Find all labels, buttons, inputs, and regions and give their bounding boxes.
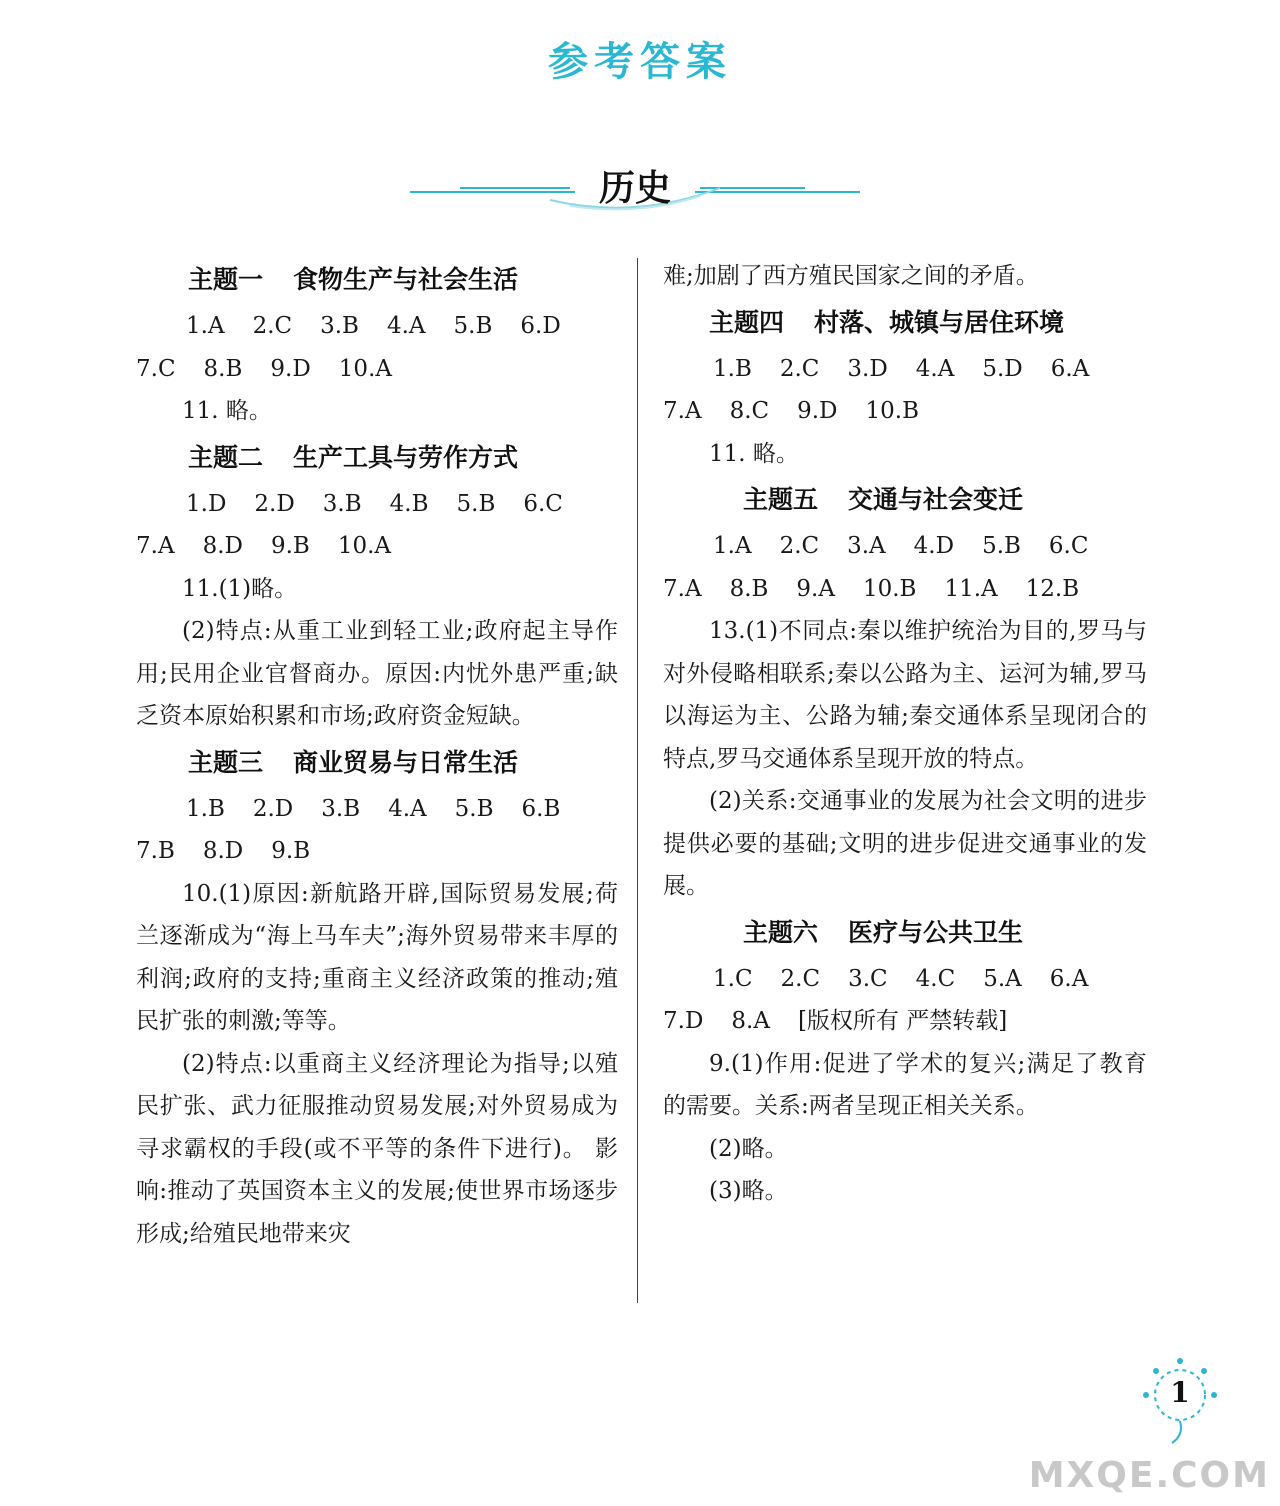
answer-list: 1.D 2.D 3.B 4.B 5.B 6.C: [186, 490, 563, 517]
column-divider: [637, 258, 638, 1303]
answer-paragraph: (2)关系:交通事业的发展为社会文明的进步提供必要的基础;文明的进步促进交通事业的发展。: [663, 788, 1147, 899]
answer-list: 7.A 8.C 9.D 10.B: [663, 398, 919, 424]
watermark: MXQE.COM: [1028, 1455, 1270, 1496]
answer-paragraph: (2)特点:以重商主义经济理论为指导;以殖民扩张、武力征服推动贸易发展;对外贸易成为寻求霸权的手段(或不平等的条件下进行)。 影响:推动了英国资本主义的发展;使世界市场逐步形成;给殖民地带来灾: [136, 1050, 618, 1247]
topic-heading-6: 主题六 医疗与公共卫生: [743, 917, 1024, 947]
answer-paragraph: 9.(1)作用:促进了学术的复兴;满足了教育的需要。关系:两者呈现正相关关系。: [663, 1050, 1147, 1119]
page-number: 1: [1170, 1376, 1190, 1409]
answer-paragraph: 13.(1)不同点:秦以维护统治为目的,罗马与对外侵略相联系;秦以公路为主、运河为辅,罗马以海运为主、公路为辅;秦交通体系呈现闭合的特点,罗马交通体系呈现开放的特点。: [663, 618, 1147, 772]
subject-heading: [400, 150, 870, 220]
answer-list: 1.B 2.D 3.B 4.A 5.B 6.B: [186, 795, 561, 822]
answer-list: 7.D 8.A [版权所有 严禁转载]: [663, 1000, 1147, 1043]
answer-paragraph: 11. 略。: [709, 440, 799, 467]
answer-list: 7.B 8.D 9.B: [136, 838, 311, 864]
topic-heading-5: 主题五 交通与社会变迁: [743, 485, 1024, 514]
answer-paragraph: (3)略。: [709, 1178, 788, 1204]
answer-list: 1.B 2.C 3.D 4.A 5.D 6.A: [713, 355, 1090, 382]
answer-paragraph: (2)特点:从重工业到轻工业;政府起主导作用;民用企业官督商办。原因:内忧外患严重;缺乏资本原始积累和市场;政府资金短缺。: [136, 618, 618, 729]
answer-paragraph: 11. 略。: [182, 398, 272, 424]
answer-paragraph: 10.(1)原因:新航路开辟,国际贸易发展;荷兰逐渐成为“海上马车夫”;海外贸易带来丰厚的利润;政府的支持;重商主义经济政策的推动;殖民扩张的刺激;等等。: [136, 880, 618, 1034]
topic-heading-3: 主题三 商业贸易与日常生活: [188, 747, 519, 777]
topic-heading-2: 主题二 生产工具与劳作方式: [188, 442, 519, 472]
answer-list: 7.C 8.B 9.D 10.A: [136, 355, 392, 382]
copyright-notice: [版权所有 严禁转载]: [797, 1008, 1008, 1034]
left-column: [136, 255, 618, 1255]
page-banner-title: 参考答案: [548, 39, 732, 85]
answer-list: 1.C 2.C 3.C 4.C 5.A 6.A: [713, 965, 1089, 992]
topic-heading-1: 主题一 食物生产与社会生活: [188, 265, 519, 294]
answer-list: 1.A 2.C 3.A 4.D 5.B 6.C: [713, 533, 1089, 559]
answer-list: 7.A 8.D 9.B 10.A: [136, 533, 391, 559]
topic-heading-4: 主题四 村落、城镇与居住环境: [709, 307, 1065, 337]
answer-list: 1.A 2.C 3.B 4.A 5.B 6.D: [186, 313, 561, 339]
answer-list: 7.A 8.B 9.A 10.B 11.A 12.B: [663, 575, 1080, 602]
continued-text: 难;加剧了西方殖民国家之间的矛盾。: [663, 263, 1039, 289]
answer-paragraph: 11.(1)略。: [182, 575, 298, 602]
answer-paragraph: (2)略。: [709, 1135, 788, 1162]
right-column: [663, 255, 1147, 1213]
subject-title: 历史: [598, 167, 671, 209]
